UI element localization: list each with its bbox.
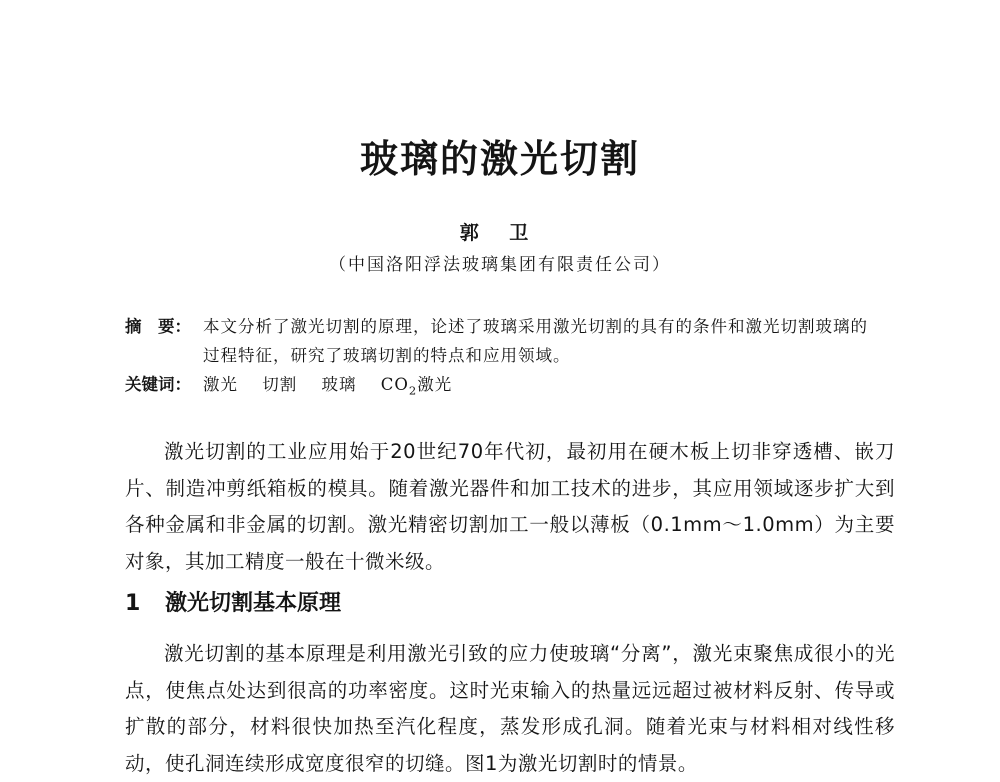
keyword-item: 切割 bbox=[262, 375, 298, 394]
keywords-row bbox=[125, 370, 885, 405]
keyword-co2-suffix: 激光 bbox=[417, 375, 453, 394]
keyword-co2-prefix: CO bbox=[380, 375, 409, 394]
abstract-label: 摘 要： bbox=[125, 317, 191, 336]
keyword-item: 玻璃 bbox=[321, 375, 357, 394]
abstract-block bbox=[125, 312, 885, 405]
author-name: 郭 卫 bbox=[459, 222, 541, 244]
author-affiliation: （中国洛阳浮法玻璃集团有限责任公司） bbox=[329, 255, 671, 275]
keyword-item: 激光 bbox=[203, 375, 238, 394]
section-number: 1 bbox=[125, 591, 141, 616]
section-title: 激光切割基本原理 bbox=[165, 591, 342, 616]
section-heading bbox=[125, 586, 341, 617]
keyword-co2-sub: 2 bbox=[408, 383, 418, 398]
paper-title: 玻璃的激光切割 bbox=[359, 137, 640, 181]
section-paragraph: 激光切割的基本原理是利用激光引致的应力使玻璃“分离”，激光束聚焦成很小的光点，使焦点处达到很高的功率密度。这时光束输入的热量远远超过被材料反射、传导或扩散的部分，材料很快加热至汽化程度，蒸发形成孔洞。随着光束与材料相对线性移动，使孔洞连续形成宽度很窄的切缝。图1为激光切割时的情景。 bbox=[125, 642, 895, 775]
abstract-row bbox=[125, 312, 885, 370]
abstract-text: 本文分析了激光切割的原理，论述了玻璃采用激光切割的具有的条件和激光切割玻璃的过程特征，研究了玻璃切割的特点和应用领域。 bbox=[203, 317, 868, 365]
keywords-list bbox=[203, 370, 885, 405]
keyword-co2-laser bbox=[380, 375, 453, 398]
keywords-label: 关键词： bbox=[125, 375, 191, 394]
intro-paragraph: 激光切割的工业应用始于20世纪70年代初，最初用在硬木板上切非穿透槽、嵌刀片、制造冲剪纸箱板的模具。随着激光器件和加工技术的进步，其应用领域逐步扩大到各种金属和非金属的切割。激光精密切割加工一般以薄板（0.1mm～1.0mm）为主要对象，其加工精度一般在十微米级。 bbox=[125, 440, 895, 573]
